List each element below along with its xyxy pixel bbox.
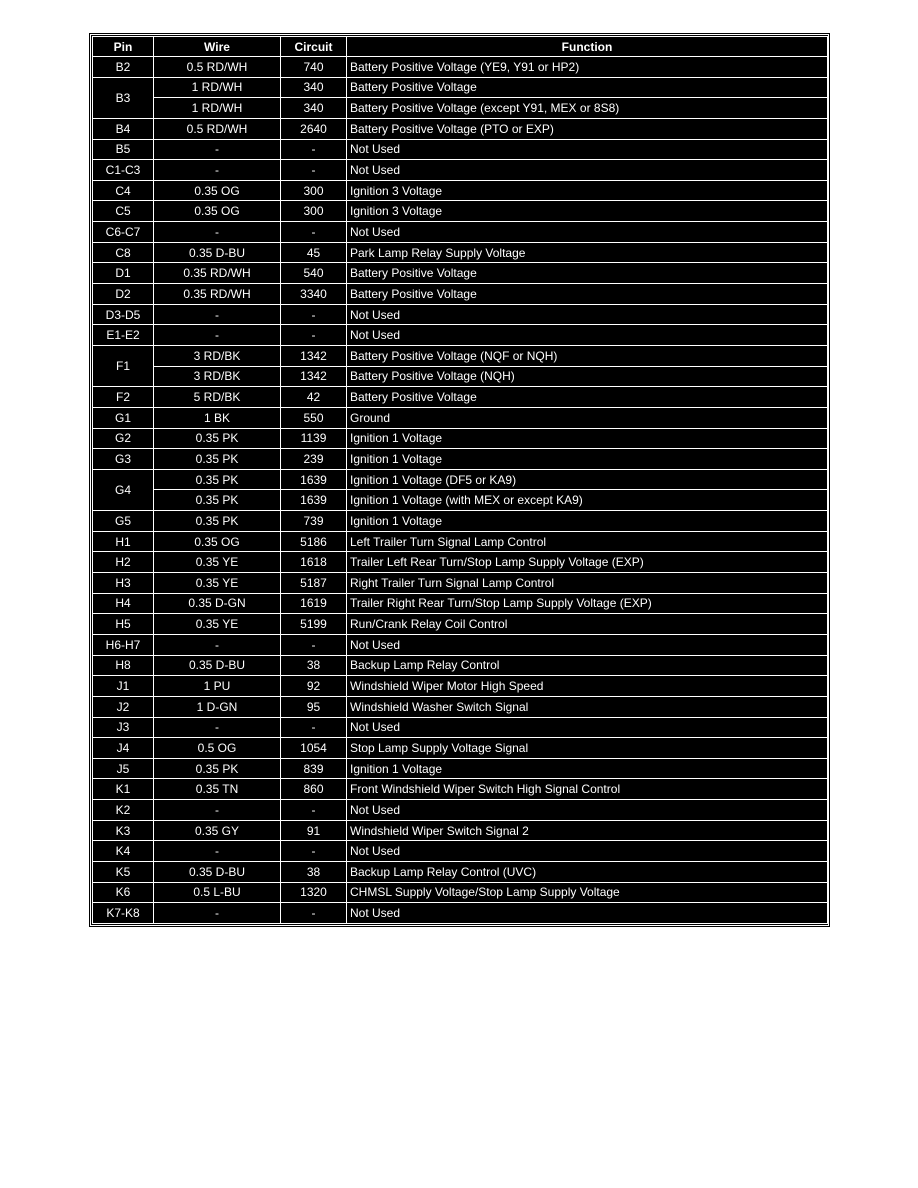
wire-cell: 0.35 D-BU	[154, 242, 281, 263]
pin-cell: D3-D5	[93, 304, 154, 325]
circuit-cell: 740	[281, 57, 347, 78]
wire-cell: -	[154, 800, 281, 821]
table-row	[93, 118, 828, 139]
wire-cell: -	[154, 325, 281, 346]
pin-cell: K6	[93, 882, 154, 903]
pin-cell: C8	[93, 242, 154, 263]
wire-cell: 3 RD/BK	[154, 345, 281, 366]
table-body	[93, 57, 828, 924]
circuit-cell: 550	[281, 407, 347, 428]
pin-cell: G4	[93, 469, 154, 510]
wire-cell: 5 RD/BK	[154, 387, 281, 408]
function-cell: Ignition 1 Voltage (with MEX or except KA9)	[347, 490, 828, 511]
function-cell: Front Windshield Wiper Switch High Signal Control	[347, 779, 828, 800]
function-cell: Ignition 1 Voltage (DF5 or KA9)	[347, 469, 828, 490]
header-function: Function	[347, 37, 828, 57]
circuit-cell: 1342	[281, 366, 347, 387]
circuit-cell: 839	[281, 758, 347, 779]
circuit-cell: 1342	[281, 345, 347, 366]
wire-cell: -	[154, 160, 281, 181]
table-row	[93, 469, 828, 490]
function-cell: Not Used	[347, 634, 828, 655]
wire-cell: 0.35 D-BU	[154, 861, 281, 882]
table-row	[93, 242, 828, 263]
table-row	[93, 160, 828, 181]
circuit-cell: 1054	[281, 738, 347, 759]
function-cell: Ignition 1 Voltage	[347, 428, 828, 449]
circuit-cell: 739	[281, 511, 347, 532]
wire-cell: 0.35 PK	[154, 449, 281, 470]
circuit-cell: 1619	[281, 593, 347, 614]
function-cell: Ignition 3 Voltage	[347, 180, 828, 201]
circuit-cell: 239	[281, 449, 347, 470]
header-pin: Pin	[93, 37, 154, 57]
wire-cell: 0.5 OG	[154, 738, 281, 759]
wire-cell: 0.5 L-BU	[154, 882, 281, 903]
wire-cell: 0.35 YE	[154, 614, 281, 635]
circuit-cell: 5199	[281, 614, 347, 635]
circuit-cell: -	[281, 325, 347, 346]
table-row	[93, 573, 828, 594]
circuit-cell: 1618	[281, 552, 347, 573]
function-cell: Not Used	[347, 160, 828, 181]
function-cell: Battery Positive Voltage	[347, 263, 828, 284]
function-cell: Battery Positive Voltage	[347, 77, 828, 98]
pin-cell: J5	[93, 758, 154, 779]
function-cell: Backup Lamp Relay Control (UVC)	[347, 861, 828, 882]
circuit-cell: -	[281, 903, 347, 924]
function-cell: Battery Positive Voltage (YE9, Y91 or HP2)	[347, 57, 828, 78]
header-row	[93, 37, 828, 57]
circuit-cell: 45	[281, 242, 347, 263]
pin-cell: H4	[93, 593, 154, 614]
function-cell: Stop Lamp Supply Voltage Signal	[347, 738, 828, 759]
circuit-cell: 1320	[281, 882, 347, 903]
function-cell: Not Used	[347, 717, 828, 738]
wire-cell: -	[154, 139, 281, 160]
function-cell: Ignition 1 Voltage	[347, 449, 828, 470]
table-row	[93, 511, 828, 532]
table-row	[93, 717, 828, 738]
circuit-cell: -	[281, 139, 347, 160]
circuit-cell: 3340	[281, 284, 347, 305]
pin-cell: K5	[93, 861, 154, 882]
wire-cell: -	[154, 304, 281, 325]
pin-cell: J3	[93, 717, 154, 738]
wire-cell: -	[154, 634, 281, 655]
pin-cell: J1	[93, 676, 154, 697]
wire-cell: 0.35 PK	[154, 490, 281, 511]
function-cell: Run/Crank Relay Coil Control	[347, 614, 828, 635]
table-row	[93, 263, 828, 284]
table-row	[93, 449, 828, 470]
pin-cell: J2	[93, 696, 154, 717]
circuit-cell: 92	[281, 676, 347, 697]
function-cell: Windshield Wiper Motor High Speed	[347, 676, 828, 697]
pin-cell: H1	[93, 531, 154, 552]
circuit-cell: 2640	[281, 118, 347, 139]
pin-cell: G3	[93, 449, 154, 470]
circuit-cell: 5186	[281, 531, 347, 552]
pin-cell: D1	[93, 263, 154, 284]
circuit-cell: -	[281, 800, 347, 821]
table-row	[93, 98, 828, 119]
circuit-cell: -	[281, 634, 347, 655]
circuit-cell: -	[281, 222, 347, 243]
table-row	[93, 758, 828, 779]
table-row	[93, 325, 828, 346]
table-row	[93, 201, 828, 222]
pin-cell: G5	[93, 511, 154, 532]
table-row	[93, 531, 828, 552]
circuit-cell: -	[281, 841, 347, 862]
table-row	[93, 57, 828, 78]
function-cell: Trailer Right Rear Turn/Stop Lamp Supply Voltage (EXP)	[347, 593, 828, 614]
function-cell: Battery Positive Voltage (PTO or EXP)	[347, 118, 828, 139]
table-row	[93, 428, 828, 449]
function-cell: Ground	[347, 407, 828, 428]
function-cell: Battery Positive Voltage (NQF or NQH)	[347, 345, 828, 366]
circuit-cell: 340	[281, 77, 347, 98]
function-cell: Ignition 1 Voltage	[347, 758, 828, 779]
function-cell: Battery Positive Voltage (NQH)	[347, 366, 828, 387]
pin-cell: F1	[93, 345, 154, 386]
wire-cell: 0.35 D-GN	[154, 593, 281, 614]
table-row	[93, 800, 828, 821]
table-row	[93, 407, 828, 428]
wire-cell: 0.35 RD/WH	[154, 263, 281, 284]
wire-cell: 0.35 PK	[154, 428, 281, 449]
circuit-cell: 5187	[281, 573, 347, 594]
function-cell: Backup Lamp Relay Control	[347, 655, 828, 676]
circuit-cell: 38	[281, 655, 347, 676]
wire-cell: 1 BK	[154, 407, 281, 428]
pin-cell: G1	[93, 407, 154, 428]
table-row	[93, 903, 828, 924]
pin-cell: B3	[93, 77, 154, 118]
function-cell: Not Used	[347, 139, 828, 160]
pin-cell: C1-C3	[93, 160, 154, 181]
wire-cell: 0.35 GY	[154, 820, 281, 841]
table-row	[93, 779, 828, 800]
function-cell: Windshield Washer Switch Signal	[347, 696, 828, 717]
wire-cell: -	[154, 903, 281, 924]
circuit-cell: 300	[281, 180, 347, 201]
function-cell: Right Trailer Turn Signal Lamp Control	[347, 573, 828, 594]
function-cell: Battery Positive Voltage (except Y91, MEX or 8S8)	[347, 98, 828, 119]
function-cell: CHMSL Supply Voltage/Stop Lamp Supply Voltage	[347, 882, 828, 903]
table-row	[93, 366, 828, 387]
table-row	[93, 655, 828, 676]
table-row	[93, 345, 828, 366]
table-row	[93, 696, 828, 717]
pin-cell: H3	[93, 573, 154, 594]
pin-cell: D2	[93, 284, 154, 305]
header-wire: Wire	[154, 37, 281, 57]
table-row	[93, 284, 828, 305]
function-cell: Battery Positive Voltage	[347, 284, 828, 305]
wire-cell: 0.35 YE	[154, 552, 281, 573]
table-row	[93, 77, 828, 98]
table-row	[93, 593, 828, 614]
table-row	[93, 304, 828, 325]
function-cell: Not Used	[347, 800, 828, 821]
wire-cell: 0.35 D-BU	[154, 655, 281, 676]
table-row	[93, 634, 828, 655]
pin-cell: K4	[93, 841, 154, 862]
pin-cell: H6-H7	[93, 634, 154, 655]
circuit-cell: -	[281, 304, 347, 325]
function-cell: Windshield Wiper Switch Signal 2	[347, 820, 828, 841]
circuit-cell: 1639	[281, 490, 347, 511]
circuit-cell: 38	[281, 861, 347, 882]
pin-cell: K1	[93, 779, 154, 800]
wire-cell: -	[154, 222, 281, 243]
pin-cell: C5	[93, 201, 154, 222]
table-row	[93, 490, 828, 511]
circuit-cell: 42	[281, 387, 347, 408]
pin-cell: B5	[93, 139, 154, 160]
function-cell: Not Used	[347, 903, 828, 924]
function-cell: Ignition 1 Voltage	[347, 511, 828, 532]
pin-cell: C4	[93, 180, 154, 201]
circuit-cell: 860	[281, 779, 347, 800]
function-cell: Park Lamp Relay Supply Voltage	[347, 242, 828, 263]
table-row	[93, 180, 828, 201]
table-row	[93, 676, 828, 697]
circuit-cell: -	[281, 160, 347, 181]
table-row	[93, 552, 828, 573]
header-circuit: Circuit	[281, 37, 347, 57]
table-row	[93, 861, 828, 882]
table-row	[93, 841, 828, 862]
pin-cell: B2	[93, 57, 154, 78]
table-row	[93, 738, 828, 759]
pin-cell: B4	[93, 118, 154, 139]
wire-cell: -	[154, 717, 281, 738]
function-cell: Left Trailer Turn Signal Lamp Control	[347, 531, 828, 552]
circuit-cell: 1139	[281, 428, 347, 449]
circuit-cell: 1639	[281, 469, 347, 490]
wire-cell: 0.35 OG	[154, 531, 281, 552]
circuit-cell: 540	[281, 263, 347, 284]
pin-cell: G2	[93, 428, 154, 449]
wire-cell: 0.35 RD/WH	[154, 284, 281, 305]
table-row	[93, 882, 828, 903]
function-cell: Battery Positive Voltage	[347, 387, 828, 408]
table-row	[93, 222, 828, 243]
table-row	[93, 139, 828, 160]
pinout-table-frame	[90, 34, 829, 926]
table-row	[93, 820, 828, 841]
pin-cell: C6-C7	[93, 222, 154, 243]
wire-cell: 0.35 OG	[154, 180, 281, 201]
function-cell: Not Used	[347, 841, 828, 862]
pin-cell: H5	[93, 614, 154, 635]
circuit-cell: 300	[281, 201, 347, 222]
wire-cell: 1 D-GN	[154, 696, 281, 717]
wire-cell: 3 RD/BK	[154, 366, 281, 387]
table-row	[93, 614, 828, 635]
pin-cell: H2	[93, 552, 154, 573]
circuit-cell: 91	[281, 820, 347, 841]
function-cell: Not Used	[347, 304, 828, 325]
wire-cell: 0.35 PK	[154, 758, 281, 779]
wire-cell: 0.35 TN	[154, 779, 281, 800]
wire-cell: 0.5 RD/WH	[154, 57, 281, 78]
pin-cell: K3	[93, 820, 154, 841]
pin-cell: H8	[93, 655, 154, 676]
wire-cell: 0.35 OG	[154, 201, 281, 222]
wire-cell: 0.5 RD/WH	[154, 118, 281, 139]
circuit-cell: 95	[281, 696, 347, 717]
pin-cell: J4	[93, 738, 154, 759]
pin-cell: E1-E2	[93, 325, 154, 346]
table-row	[93, 387, 828, 408]
wire-cell: 1 PU	[154, 676, 281, 697]
pinout-table	[92, 36, 828, 924]
pin-cell: K2	[93, 800, 154, 821]
circuit-cell: -	[281, 717, 347, 738]
pin-cell: F2	[93, 387, 154, 408]
wire-cell: 0.35 PK	[154, 511, 281, 532]
wire-cell: 0.35 YE	[154, 573, 281, 594]
wire-cell: 1 RD/WH	[154, 77, 281, 98]
circuit-cell: 340	[281, 98, 347, 119]
wire-cell: 1 RD/WH	[154, 98, 281, 119]
function-cell: Ignition 3 Voltage	[347, 201, 828, 222]
wire-cell: 0.35 PK	[154, 469, 281, 490]
function-cell: Trailer Left Rear Turn/Stop Lamp Supply Voltage (EXP)	[347, 552, 828, 573]
wire-cell: -	[154, 841, 281, 862]
pin-cell: K7-K8	[93, 903, 154, 924]
function-cell: Not Used	[347, 325, 828, 346]
function-cell: Not Used	[347, 222, 828, 243]
